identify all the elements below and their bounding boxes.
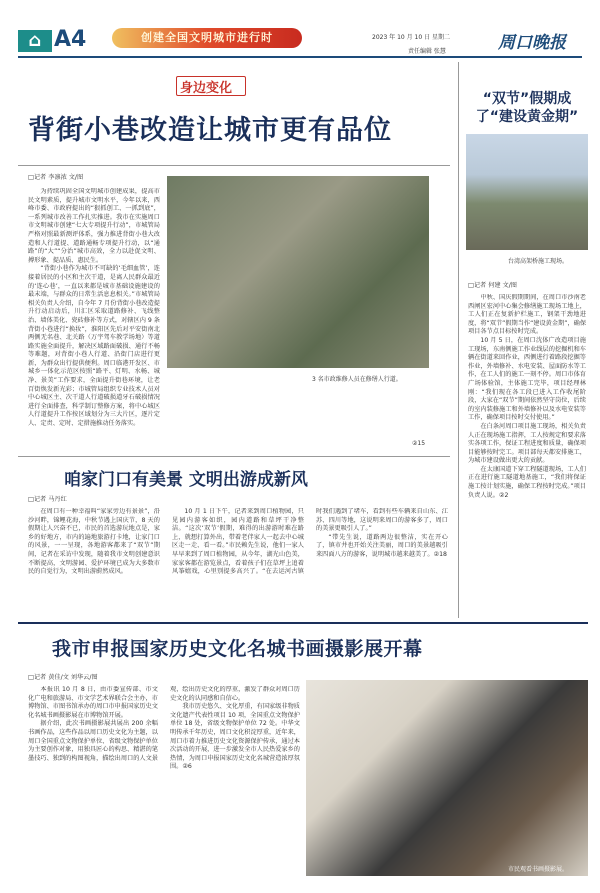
article1-title: 背街小巷改造让城市更有品位: [28, 115, 392, 146]
article2-byline: □记者 马丹红: [28, 496, 67, 503]
article1-photo-sidewalk-repair: [167, 176, 429, 368]
article4-paragraph: 据介绍，此次书画摄影展共展出 200 余幅书画作品，这些作品以周口历史文化为主题，以周口全国重点文物保护单位、省级文物保护单位为主要创作对象，用独具匠心的构思、精湛的笔墨技巧、独到的构图视角，描绘出周口的人文景观，绘出历史文化的厚重，激发了群众对周口历史文化的认同感和自信心。: [28, 686, 300, 762]
article1-end-mark: ②15: [412, 440, 426, 447]
article1-paragraph: 为持续巩固全国文明城市创建成果，提高市民文明素质，提升城市文明水平，今年以来，西峰市委、市政府提出的“狠抓创工、一抓到底”，一系列城市改善工作扎实推进。我市在实施周口市文明城市创建“七大专项提升行动”，市城管局严格对照最新测评体系，强力推进背街小巷大改造和人行道提、道路通畅专项提升行动，以“通路”的“大”“分治”城市高效，全力以赴促文明、搏形象、提品质、惠民生。: [28, 188, 160, 264]
article1-byline: □记者 李凛浓 文/图: [28, 174, 84, 181]
article2-paragraph: 10 月 1 日下午，记者来到周口植物园，只见园内游客如织，园内道路和草坪干净整洁。“这次‘双节’假期，难得的出游游时难在路上，就想打算外出，带着老伴家人一起去中心城区走一走、看一看。”市民赖先生说，他们一家人早早来到了周口植物园，从今年，湖光山色美，家家客都在游览景点，看着孩子们在草坪上追着风筝嬉戏，心里别提多高兴了。“在去运河古镇时我们遇到了堵车，看到有些车辆来自山东、江苏、四川等地，这说明来周口的游客多了，周口的美景更吸引人了。”: [172, 508, 448, 576]
article1-paragraph: “背街小巷作为城市不可缺的‘毛细血管’，连接着居民的小区和主次干道，是离人民群众最近的‘连心巷’，一直以来都是城市基础设施建设的最末端，与群众的日常生活息息相关。”市城管局相关负责人介绍，自今年 7 月份背街小巷改造提升行动启动后，川汇区采取道路修补、飞线整治、墙体美化、瓷砖修补等方式，对辖区内 9 条背街小巷进行“换妆”，淮阳区先后对平安街南北两侧无名巷、北关路（万宇驾车教学场地）等道路实施全面提升，解决区域路面破损、通行不畅等难题，对背街小巷人行道、沿街门店进行更新，为群众出行提供便利。周口临港开发区、市城乡一体化示范区按照“路平、灯明、水畅、城净、景美”工作要求，全面提升街巷环境，让老百街焕发新光彩；市城管局组织专业技术人员对中心城区主、次干道人行道破损道牙石破损情况进行全面排查，科学制订整修方案，将中心城区人行道提升工作按区域划分为三大片区，逐片定人、定责、定时、定措施推动任务落实。: [28, 265, 160, 428]
divider: [18, 165, 450, 166]
article4-byline: □记者 黄佳/文 刘华云/图: [28, 674, 98, 681]
kicker-text: 身边变化: [180, 81, 233, 96]
article3-photo-construction-site: [466, 134, 588, 250]
issue-date: 2023 年 10 月 10 日 星期二: [372, 34, 450, 41]
article4-body: [28, 686, 300, 882]
article3-paragraph: 10 月 5 日，在周口沈体广改造项目施工现场，东南侧施工作业线层的挖掘机和车辆在街道来回作业，西侧进行着路段挖掘等作业，外墙修补、水电安装、屋面防水等工作，在工人们的施工一刻不停。周口市体育广场体验馆，主体施工完毕，项目经理林刚：“我们现在各工段已进入工作收尾阶段，大家在“双节”期间依然坚守岗位，后续的室内装修施工和外墙修补以及水电安装等工作，确保项目按时交付使用。”: [468, 336, 586, 422]
article1-photo-caption: 3 名市政维修人员在修缮人行道。: [312, 376, 402, 383]
article3-paragraph: 在太康国道下穿工程隧道现场，工人们正在进行施工隧道地基施工，“我们将保证施工按计划实施，确保工程按时完成。”项目负责人说。②2: [468, 465, 586, 499]
editor-credit: 责任编辑 张慧: [408, 48, 446, 55]
page-badge-icon: ⌂: [18, 30, 52, 52]
article3-photo-caption: 台湾高架桥施工现场。: [508, 258, 569, 265]
article2-title: 咱家门口有美景 文明出游成新风: [64, 470, 308, 490]
divider: [18, 456, 450, 457]
article2-paragraph: “带先生说，道路两边很整洁，实在开心了，镇市井也开始关注美丽，周口的美景越吸引来四面八方的游客，说明城市越来越美了。②18: [316, 533, 448, 558]
section-slogan: 创建全国文明城市进行时: [112, 28, 302, 48]
article3-body: [468, 294, 586, 616]
article4-paragraph: 本报讯 10 月 8 日，由市委宣传部、市文化广电和旅游局、市文学艺术界联合会主办，市博物馆、市图书馆承办的周口市申报国家历史文化名城书画摄影展在市博物馆开展。: [28, 686, 158, 719]
header-rule: [18, 56, 582, 58]
section-rule: [18, 622, 588, 624]
article3-byline: □记者 何建 文/图: [468, 282, 517, 289]
newspaper-logo: 周口晚报: [498, 33, 566, 53]
article4-photo-caption: 市民观看书画摄影展。: [508, 866, 569, 873]
article2-paragraph: 在周口有一种幸福叫“家家旁边有景景”，沿沙河畔，锦鲤花海，中秋节遇上国庆节，8 天的假期让人兴奋不已，市民的首选游玩地点是，家乡的好地方，市内的遍地旅游打卡地，让家门口的风景，一一呈现，各地游客都来了“双节”期间，记者在采访中发现，随着我市文明创建意识不断提高，文明游园、爱护环境已成为大多数市民的自觉行为，文明出游蔚然成风。: [28, 508, 160, 576]
article3-paragraph: 中秋、国庆假期期间，在周口市沙南老西闸区宏河中心集会修缮施工现场工地上，工人们正在复新护栏施工，钢架干劲地进度，将“双节”假期当作“建设黄金期”，确保项目各节点目标按时完成。: [468, 294, 586, 336]
article1-body-col1: [28, 188, 160, 452]
article4-paragraph: 我市历史悠久、文化厚重，有国家级非物质文化遗产代表性项目 10 项，全国重点文物保护单位 18 处，省级文物保护单位 72 处。中华文明传承千年历史，周口文化积淀厚重，近年来，周口市着力推进历史文化资源保护传承，通过本次活动的开展，进一步激发全市人民热爱家乡的热情，为周口申报国家历史文化名城营造浓厚氛围。②6: [170, 703, 300, 771]
article3-title: [468, 90, 586, 126]
article3-title-text: “双节”假期成了“建设黄金期”: [475, 91, 579, 125]
article4-title: 我市申报国家历史文化名城书画摄影展开幕: [52, 638, 423, 660]
article2-body: [28, 508, 448, 620]
column-divider: [458, 62, 459, 618]
article4-photo-exhibition: [306, 680, 588, 876]
article3-paragraph: 在白条河周口项目施工现场，相关负责人正在现场施工指挥，工人按规定和要求落实各项工作，保证工程进度和质量，确保项目能够按时完工。项目部每天都安排施工，为城市建设做出更大的贡献。: [468, 422, 586, 465]
page-number: A4: [54, 27, 87, 52]
